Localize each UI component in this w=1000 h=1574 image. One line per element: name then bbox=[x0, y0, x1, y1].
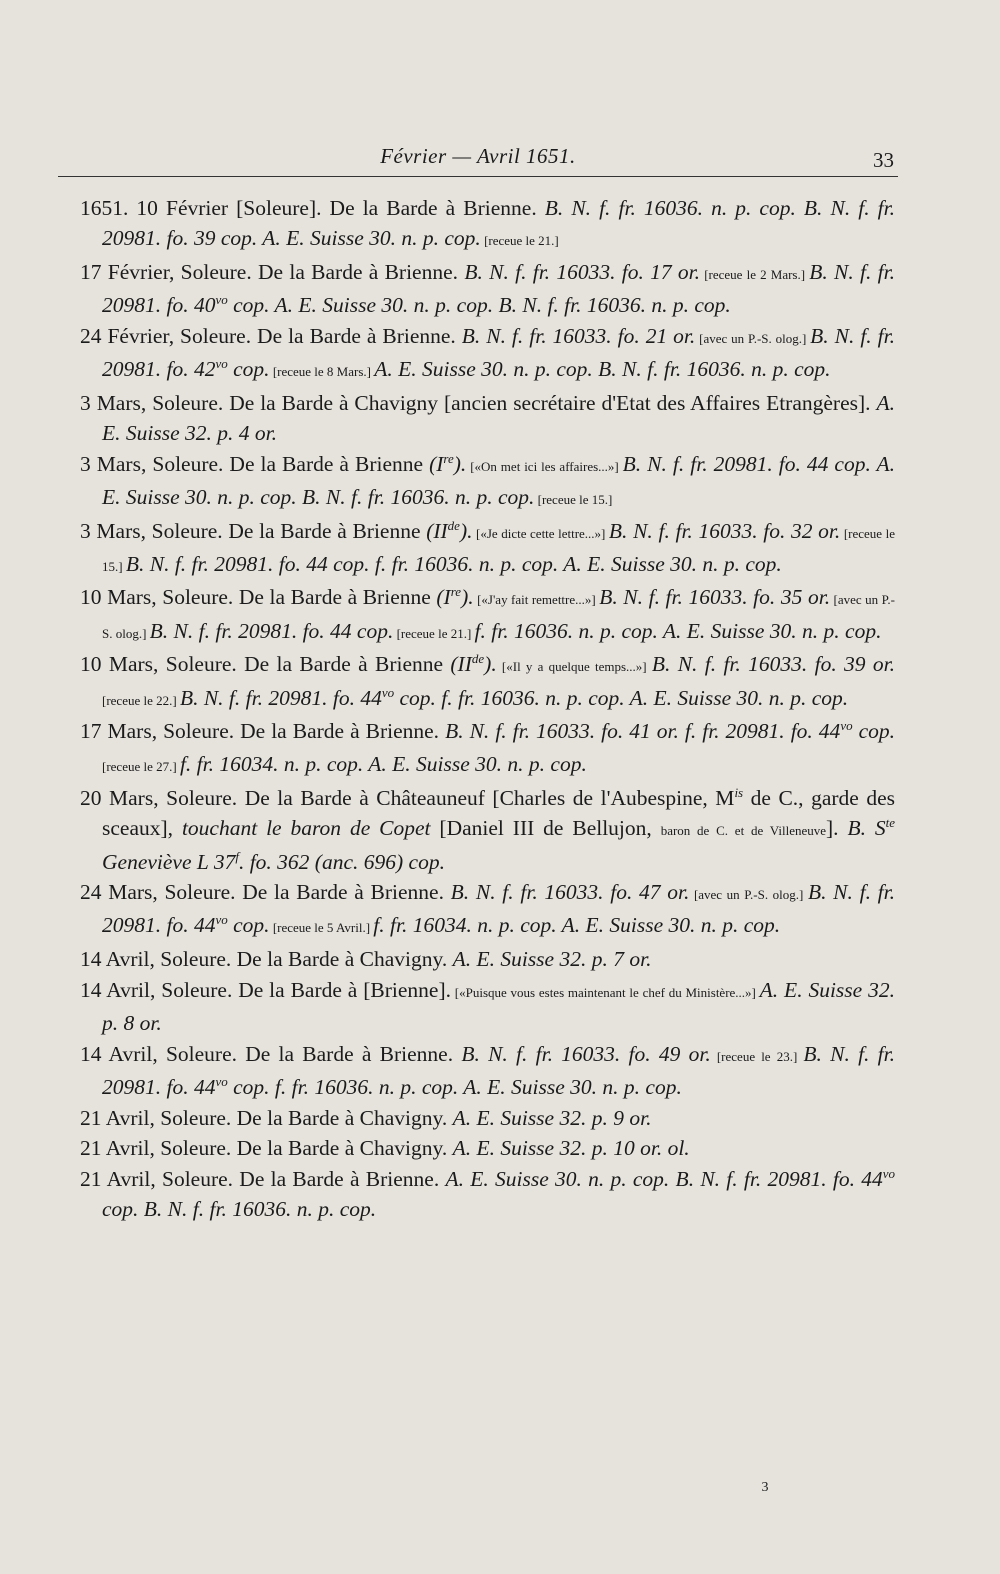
document-entry bbox=[80, 877, 895, 943]
citation-text: B. N. f. fr. 16033. fo. 21 or. bbox=[461, 323, 696, 348]
entry-text: [Daniel III de Bellujon, bbox=[430, 816, 661, 841]
citation-text: cop. bbox=[227, 913, 270, 938]
entry-text: 21 Avril, Soleure. De la Barde à Chavigny. bbox=[80, 1105, 453, 1130]
superscript-text: re bbox=[450, 584, 462, 600]
citation-text: ). bbox=[484, 652, 497, 677]
citation-text: Geneviève L 37 bbox=[102, 849, 236, 874]
superscript-text: f bbox=[235, 848, 239, 864]
citation-text: . fo. 362 (anc. 696) cop. bbox=[238, 849, 445, 874]
note-text: [avec un P.-S. olog.] bbox=[689, 887, 808, 903]
citation-text: B. N. f. fr. 20981. fo. 44 bbox=[102, 880, 895, 938]
superscript-text: vo bbox=[215, 355, 228, 371]
document-entry bbox=[80, 1133, 895, 1163]
document-entry bbox=[80, 783, 895, 877]
superscript-text: vo bbox=[215, 291, 228, 307]
citation-text: cop. bbox=[852, 719, 896, 744]
note-text: [receue le 21.] bbox=[480, 233, 559, 249]
citation-text: (II bbox=[426, 518, 448, 543]
note-text: [«Je dicte cette lettre...»] bbox=[472, 525, 609, 541]
citation-text: A. E. Suisse 32. p. 7 or. bbox=[452, 947, 652, 972]
entry-text: 24 Mars, Soleure. De la Barde à Brienne. bbox=[80, 880, 451, 905]
superscript-text: is bbox=[734, 785, 744, 800]
citation-text: B. N. f. fr. 16033. fo. 47 or. bbox=[450, 880, 690, 905]
citation-text: A. E. Suisse 32. p. 10 or. ol. bbox=[452, 1136, 690, 1161]
note-text: [receue le 2 Mars.] bbox=[700, 266, 810, 282]
document-entry bbox=[80, 516, 895, 582]
citation-text: B. N. f. fr. 16036. n. p. cop. B. N. f. fr. 20981. fo. 39 cop. A. E. Suisse 30. n. p. cop. bbox=[102, 196, 895, 251]
document-entry bbox=[80, 975, 895, 1038]
citation-text: cop. f. fr. 16036. n. p. cop. A. E. Suisse 30. n. p. cop. bbox=[394, 685, 849, 710]
note-text: [avec un P.-S. olog.] bbox=[102, 592, 895, 641]
note-text: baron de C. et de Villeneuve bbox=[660, 823, 827, 839]
note-text: [receue le 8 Mars.] bbox=[269, 364, 375, 380]
document-entry bbox=[80, 449, 895, 515]
citation-text: B. N. f. fr. 16033. fo. 49 or. bbox=[461, 1041, 711, 1066]
superscript-text: re bbox=[443, 450, 454, 466]
entry-text: 24 Février, Soleure. De la Barde à Brienne. bbox=[80, 323, 462, 348]
entry-text: 17 Février, Soleure. De la Barde à Brienne. bbox=[80, 259, 465, 284]
note-text: [«J'ay fait remettre...»] bbox=[473, 592, 600, 608]
superscript-text: vo bbox=[840, 718, 853, 734]
citation-text: B. N. f. fr. 20981. fo. 44 cop. A. E. Suisse 30. n. p. cop. B. N. f. fr. 16036. n. p. cop. bbox=[102, 451, 895, 509]
citation-text: A. E. Suisse 32. p. 9 or. bbox=[452, 1105, 652, 1130]
entry-text: de C., garde des sceaux], bbox=[102, 786, 896, 841]
superscript-text: vo bbox=[381, 684, 395, 700]
citation-text: A. E. Suisse 32. p. 8 or. bbox=[102, 977, 895, 1036]
document-entry bbox=[80, 1164, 895, 1224]
page-title: Février — Avril 1651. bbox=[380, 144, 576, 168]
note-text: [«Il y a quelque temps...»] bbox=[496, 659, 652, 675]
entry-text: ]. bbox=[826, 816, 848, 841]
document-entry bbox=[80, 193, 895, 256]
entry-text: 3 Mars, Soleure. De la Barde à Chavigny [ancien secrétaire d'Etat des Affaires Etrangères]. bbox=[80, 390, 877, 415]
superscript-text: vo bbox=[215, 912, 228, 928]
citation-text: ). bbox=[459, 518, 473, 543]
note-text: [«On met ici les affaires...»] bbox=[466, 458, 623, 474]
entry-list bbox=[80, 193, 895, 1225]
citation-text: B. N. f. fr. 16033. fo. 35 or. bbox=[599, 585, 831, 610]
citation-text: B. N. f. fr. 20981. fo. 44 bbox=[102, 1041, 896, 1099]
note-text: [receue le 21.] bbox=[393, 625, 475, 641]
citation-text: B. N. f. fr. 20981. fo. 40 bbox=[102, 259, 895, 318]
citation-text: B. N. f. fr. 16033. fo. 39 or. bbox=[651, 652, 895, 677]
citation-text: f. fr. 16034. n. p. cop. A. E. Suisse 30. n. p. cop. bbox=[373, 913, 781, 938]
citation-text: ). bbox=[461, 585, 474, 610]
document-entry bbox=[80, 388, 895, 448]
entry-text: 3 Mars, Soleure. De la Barde à Brienne bbox=[80, 451, 430, 476]
note-text: [receue le 22.] bbox=[102, 692, 180, 708]
document-entry bbox=[80, 944, 895, 974]
document-entry bbox=[80, 321, 895, 387]
document-entry bbox=[80, 582, 895, 648]
page-number: 33 bbox=[873, 148, 894, 172]
entry-text: 10 Mars, Soleure. De la Barde à Brienne bbox=[80, 585, 437, 610]
citation-text: cop. B. N. f. fr. 16036. n. p. cop. bbox=[102, 1197, 377, 1222]
superscript-text: de bbox=[471, 651, 485, 667]
citation-text: (I bbox=[436, 585, 451, 610]
superscript-text: de bbox=[447, 517, 460, 533]
note-text: [receue le 15.] bbox=[534, 491, 613, 507]
citation-text: B. N. f. fr. 20981. fo. 42 bbox=[102, 323, 895, 382]
entry-text: 21 Avril, Soleure. De la Barde à Chavigny. bbox=[80, 1136, 453, 1161]
note-text: [receue le 27.] bbox=[102, 759, 180, 775]
citation-text: B. N. f. fr. 16033. fo. 41 or. f. fr. 20981. fo. 44 bbox=[445, 719, 841, 744]
entry-text: 1651. 10 Février [Soleure]. De la Barde à Brienne. bbox=[80, 196, 545, 220]
entry-text: 17 Mars, Soleure. De la Barde à Brienne. bbox=[80, 719, 446, 744]
citation-text: B. N. f. fr. 16033. fo. 32 or. bbox=[608, 518, 841, 543]
citation-text: (II bbox=[450, 652, 472, 677]
note-text: [receue le 5 Avril.] bbox=[269, 920, 374, 936]
citation-text: B. S bbox=[847, 816, 886, 841]
note-text: [«Puisque vous estes maintenant le chef du Ministère...»] bbox=[451, 984, 760, 1000]
entry-text: 14 Avril, Soleure. De la Barde à Chavigny. bbox=[80, 947, 453, 972]
citation-text: B. N. f. fr. 20981. fo. 44 bbox=[179, 685, 382, 710]
citation-text: touchant le baron de Copet bbox=[181, 816, 431, 841]
citation-text: ). bbox=[453, 451, 467, 476]
citation-text: A. E. Suisse 30. n. p. cop. B. N. f. fr. 20981. fo. 44 bbox=[445, 1167, 883, 1192]
entry-text: 10 Mars, Soleure. De la Barde à Brienne bbox=[80, 652, 451, 677]
running-header bbox=[58, 142, 898, 177]
citation-text: cop. A. E. Suisse 30. n. p. cop. B. N. f. fr. 16036. n. p. cop. bbox=[227, 293, 731, 318]
citation-text: cop. bbox=[227, 357, 270, 382]
entry-text: 20 Mars, Soleure. De la Barde à Châteauneuf [Charles de l'Aubespine, M bbox=[80, 786, 735, 811]
superscript-text: vo bbox=[215, 1073, 228, 1089]
citation-text: B. N. f. fr. 20981. fo. 44 cop. f. fr. 16036. n. p. cop. A. E. Suisse 30. n. p. cop. bbox=[125, 551, 782, 576]
citation-text: cop. f. fr. 16036. n. p. cop. A. E. Suisse 30. n. p. cop. bbox=[227, 1074, 682, 1099]
document-entry bbox=[80, 716, 895, 782]
superscript-text: te bbox=[885, 815, 895, 831]
citation-text: A. E. Suisse 30. n. p. cop. B. N. f. fr. 16036. n. p. cop. bbox=[374, 357, 831, 382]
entry-text: 14 Avril, Soleure. De la Barde à Brienne. bbox=[80, 1041, 462, 1066]
document-entry bbox=[80, 649, 895, 715]
document-entry bbox=[80, 1039, 895, 1102]
signature-mark: 3 bbox=[761, 1480, 769, 1495]
superscript-text: vo bbox=[882, 1165, 895, 1181]
entry-text: 14 Avril, Soleure. De la Barde à [Brienne]. bbox=[80, 977, 451, 1002]
citation-text: B. N. f. fr. 16033. fo. 17 or. bbox=[464, 259, 701, 284]
entry-text: 3 Mars, Soleure. De la Barde à Brienne bbox=[80, 518, 427, 543]
note-text: [receue le 15.] bbox=[102, 525, 895, 574]
document-entry bbox=[80, 257, 895, 320]
note-text: [avec un P.-S. olog.] bbox=[695, 330, 811, 346]
note-text: [receue le 23.] bbox=[710, 1048, 804, 1064]
citation-text: f. fr. 16036. n. p. cop. A. E. Suisse 30. n. p. cop. bbox=[474, 618, 882, 643]
citation-text: A. E. Suisse 32. p. 4 or. bbox=[102, 390, 895, 445]
citation-text: (I bbox=[429, 451, 444, 476]
citation-text: f. fr. 16034. n. p. cop. A. E. Suisse 30. n. p. cop. bbox=[179, 752, 587, 777]
entry-text: 21 Avril, Soleure. De la Barde à Brienne. bbox=[80, 1167, 446, 1192]
document-entry bbox=[80, 1103, 895, 1133]
citation-text: B. N. f. fr. 20981. fo. 44 cop. bbox=[149, 618, 394, 643]
